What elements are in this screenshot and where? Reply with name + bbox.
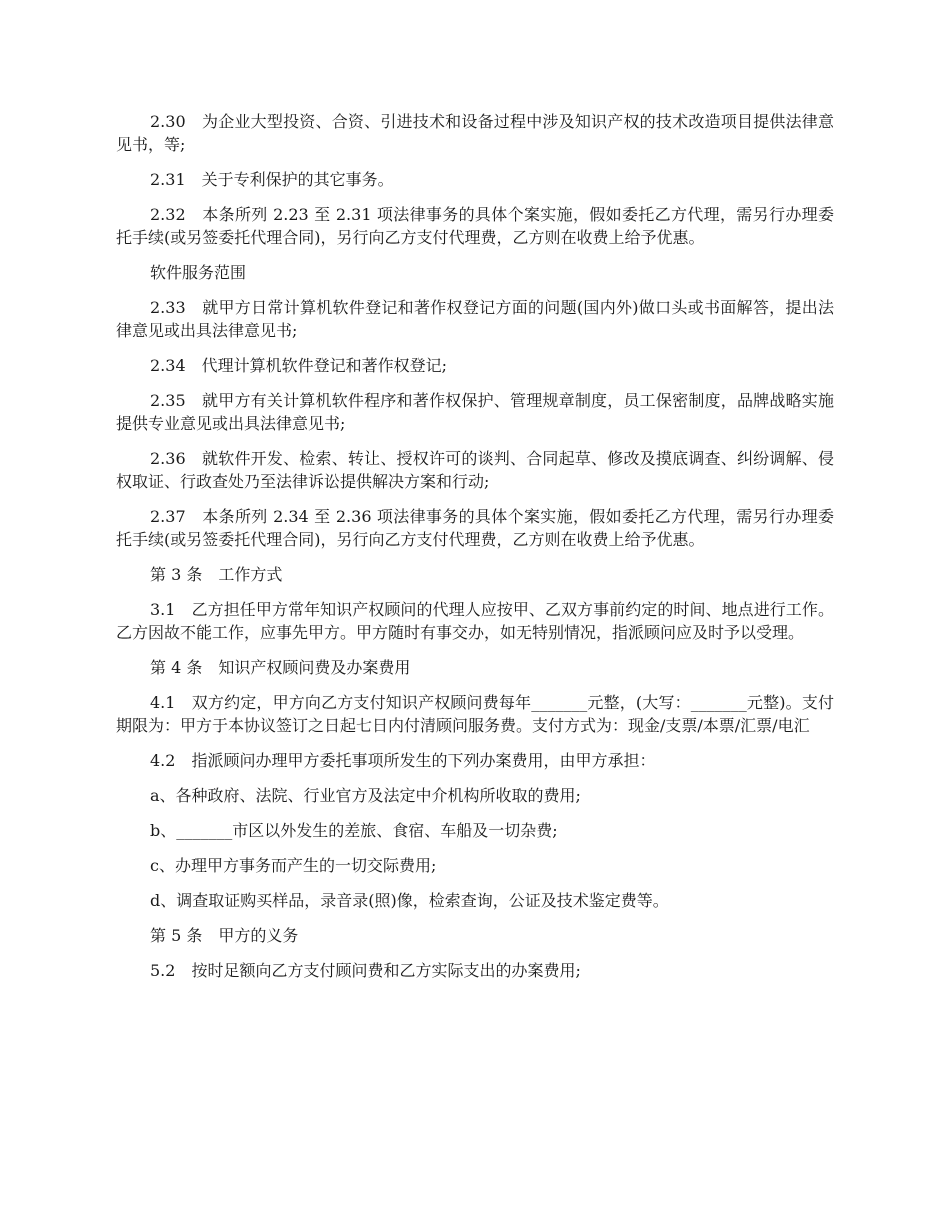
paragraph-3-1: 3.1 乙方担任甲方常年知识产权顾问的代理人应按甲、乙双方事前约定的时间、地点进行工作。乙方因故不能工作，应事先甲方。甲方随时有事交办，如无特别情况，指派顾问应及时予以受理。 [116, 600, 834, 642]
paragraph-2-34: 2.34 代理计算机软件登记和著作权登记; [150, 356, 448, 375]
paragraph-2-36: 2.36 就软件开发、检索、转让、授权许可的谈判、合同起草、修改及摸底调查、纠纷调解、侵权取证、行政查处乃至法律诉讼提供解决方案和行动; [116, 449, 834, 491]
paragraph-2-30: 2.30 为企业大型投资、合资、引进技术和设备过程中涉及知识产权的技术改造项目提供法律意见书，等; [116, 112, 834, 154]
article-4-heading: 第 4 条 知识产权顾问费及办案费用 [150, 658, 411, 677]
paragraph-2-33: 2.33 就甲方日常计算机软件登记和著作权登记方面的问题(国内外)做口头或书面解答，提出法律意见或出具法律意见书; [116, 298, 834, 340]
paragraph-4-2: 4.2 指派顾问办理甲方委托事项所发生的下列办案费用，由甲方承担： [150, 751, 656, 770]
list-item-b: b、_______市区以外发生的差旅、食宿、车船及一切杂费; [150, 821, 558, 840]
list-item-a: a、各种政府、法院、行业官方及法定中介机构所收取的费用; [150, 786, 581, 805]
paragraph-2-35: 2.35 就甲方有关计算机软件程序和著作权保护、管理规章制度，员工保密制度，品牌战略实施提供专业意见或出具法律意见书; [116, 391, 834, 433]
section-heading-software: 软件服务范围 [150, 263, 247, 282]
article-3-heading: 第 3 条 工作方式 [150, 565, 283, 584]
list-item-c: c、办理甲方事务而产生的一切交际费用; [150, 856, 437, 875]
list-item-d: d、调查取证购买样品，录音录(照)像，检索查询，公证及技术鉴定费等。 [150, 891, 669, 910]
paragraph-2-31: 2.31 关于专利保护的其它事务。 [150, 170, 394, 189]
paragraph-4-1: 4.1 双方约定，甲方向乙方支付知识产权顾问费每年_______元整，(大写：_______元整)。支付期限为：甲方于本协议签订之日起七日内付清顾问服务费。支付方式为：现金/支票/本票/汇票/电汇 [116, 693, 834, 735]
paragraph-2-37: 2.37 本条所列 2.34 至 2.36 项法律事务的具体个案实施，假如委托乙方代理，需另行办理委托手续(或另签委托代理合同)，另行向乙方支付代理费，乙方则在收费上给予优惠。 [116, 507, 834, 549]
paragraph-5-2: 5.2 按时足额向乙方支付顾问费和乙方实际支出的办案费用; [150, 961, 581, 980]
paragraph-2-32: 2.32 本条所列 2.23 至 2.31 项法律事务的具体个案实施，假如委托乙方代理，需另行办理委托手续(或另签委托代理合同)，另行向乙方支付代理费，乙方则在收费上给予优惠。 [116, 205, 834, 247]
article-5-heading: 第 5 条 甲方的义务 [150, 926, 299, 945]
